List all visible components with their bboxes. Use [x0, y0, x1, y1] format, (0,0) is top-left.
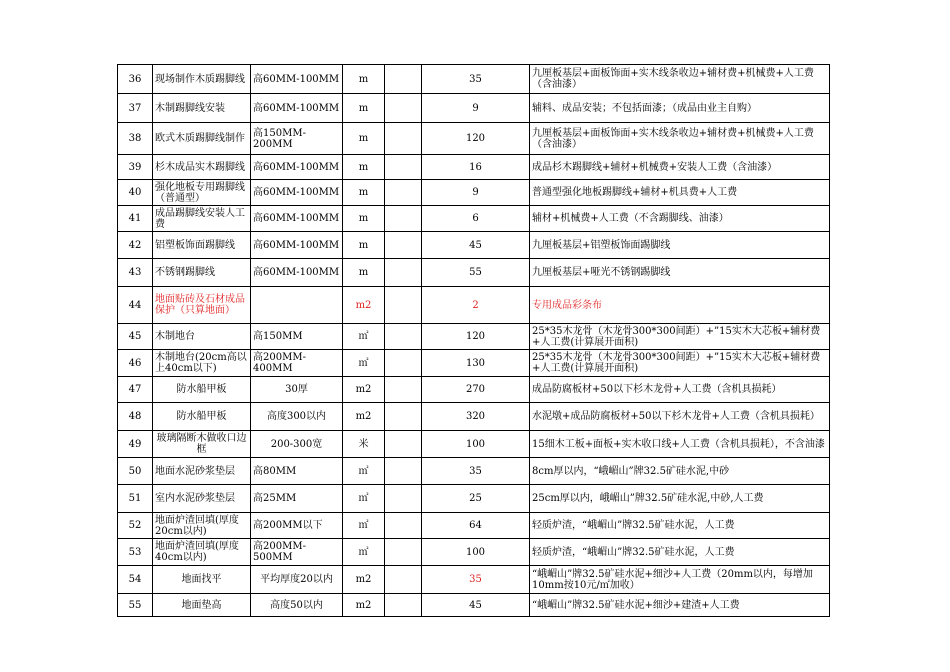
item-spec[interactable]: 高60MM-100MM [251, 155, 343, 180]
blank-cell[interactable] [385, 594, 422, 617]
item-price[interactable]: 6 [422, 206, 530, 232]
item-spec[interactable]: 高25MM [251, 485, 343, 513]
item-unit[interactable]: m [343, 65, 385, 94]
blank-cell[interactable] [385, 458, 422, 485]
item-name[interactable]: 杉木成品实木踢脚线 [153, 155, 251, 180]
item-price[interactable]: 2 [422, 287, 530, 324]
table-row [118, 287, 830, 324]
blank-cell[interactable] [385, 324, 422, 350]
item-note[interactable]: 25cm厚以内，峨嵋山”牌32.5矿硅水泥,中砂,人工费 [530, 485, 830, 513]
row-number[interactable]: 55 [118, 594, 153, 617]
item-unit[interactable]: m2 [343, 594, 385, 617]
row-number[interactable]: 40 [118, 180, 153, 206]
item-price[interactable]: 100 [422, 431, 530, 458]
item-unit[interactable]: m [343, 155, 385, 180]
table-row [118, 350, 830, 377]
item-unit[interactable]: m [343, 123, 385, 155]
item-unit[interactable]: m [343, 94, 385, 123]
item-spec[interactable]: 200-300宽 [251, 431, 343, 458]
item-price[interactable]: 120 [422, 123, 530, 155]
item-note[interactable]: “峨嵋山”牌32.5矿硅水泥+细沙+人工费（20mm以内，每增加10mm按10元/㎡加收） [530, 566, 830, 594]
item-price[interactable]: 9 [422, 94, 530, 123]
item-note[interactable]: 九厘板基层+哑光不锈钢踢脚线 [530, 259, 830, 287]
item-unit[interactable]: m [343, 180, 385, 206]
item-note[interactable]: 15细木工板+面板+实木收口线+人工费（含机具损耗），不含油漆 [530, 431, 830, 458]
item-price[interactable]: 25 [422, 485, 530, 513]
item-spec[interactable]: 高60MM-100MM [251, 94, 343, 123]
item-price[interactable]: 320 [422, 403, 530, 431]
row-number[interactable]: 45 [118, 324, 153, 350]
item-price[interactable]: 100 [422, 539, 530, 566]
item-name[interactable]: 地面水泥砂浆垫层 [153, 458, 251, 485]
table-row [118, 155, 830, 180]
item-note[interactable]: 水泥墩+成品防腐板材+50以下杉木龙骨+人工费（含机具损耗） [530, 403, 830, 431]
item-name[interactable]: 室内水泥砂浆垫层 [153, 485, 251, 513]
item-spec[interactable]: 高80MM [251, 458, 343, 485]
item-unit[interactable]: m2 [343, 566, 385, 594]
item-unit[interactable]: ㎡ [343, 485, 385, 513]
row-number[interactable]: 49 [118, 431, 153, 458]
item-name[interactable]: 防水船甲板 [153, 377, 251, 403]
blank-cell[interactable] [385, 513, 422, 539]
item-unit[interactable]: ㎡ [343, 350, 385, 377]
item-unit[interactable]: m2 [343, 377, 385, 403]
item-name[interactable]: 玻璃隔断木做收口边框 [153, 431, 251, 458]
item-unit[interactable]: ㎡ [343, 324, 385, 350]
row-number[interactable]: 39 [118, 155, 153, 180]
row-number[interactable]: 38 [118, 123, 153, 155]
item-price[interactable]: 64 [422, 513, 530, 539]
item-note[interactable]: “峨嵋山”牌32.5矿硅水泥+细沙+建渣+人工费 [530, 594, 830, 617]
blank-cell[interactable] [385, 485, 422, 513]
blank-cell[interactable] [385, 180, 422, 206]
blank-cell[interactable] [385, 259, 422, 287]
item-spec[interactable]: 高60MM-100MM [251, 232, 343, 259]
table-row [118, 431, 830, 458]
item-name[interactable]: 欧式木质踢脚线制作 [153, 123, 251, 155]
item-unit[interactable]: m2 [343, 287, 385, 324]
blank-cell[interactable] [385, 566, 422, 594]
item-spec[interactable]: 高60MM-100MM [251, 180, 343, 206]
item-note[interactable]: 九厘板基层+面板饰面+实木线条收边+辅材费+机械费+人工费（含油漆） [530, 65, 830, 94]
item-name[interactable]: 地面炉渣回填(厚度40cm以内) [153, 539, 251, 566]
row-number[interactable]: 54 [118, 566, 153, 594]
row-number[interactable]: 37 [118, 94, 153, 123]
item-spec[interactable]: 高150MM [251, 324, 343, 350]
blank-cell[interactable] [385, 65, 422, 94]
item-price[interactable]: 45 [422, 232, 530, 259]
item-name[interactable]: 防水船甲板 [153, 403, 251, 431]
item-unit[interactable]: m [343, 232, 385, 259]
item-price[interactable]: 35 [422, 458, 530, 485]
row-number[interactable]: 36 [118, 65, 153, 94]
item-unit[interactable]: m [343, 259, 385, 287]
item-price[interactable]: 270 [422, 377, 530, 403]
blank-cell[interactable] [385, 350, 422, 377]
item-price[interactable]: 35 [422, 65, 530, 94]
item-name[interactable]: 木制踢脚线安装 [153, 94, 251, 123]
table-row [118, 324, 830, 350]
blank-cell[interactable] [385, 206, 422, 232]
table-row [118, 259, 830, 287]
row-number[interactable]: 51 [118, 485, 153, 513]
item-note[interactable]: 25*35木龙骨（木龙骨300*300间距）+”15实木大芯板+辅材费+人工费(计算展开面积) [530, 350, 830, 377]
row-number[interactable]: 47 [118, 377, 153, 403]
item-price[interactable]: 55 [422, 259, 530, 287]
item-spec[interactable]: 30厚 [251, 377, 343, 403]
row-number[interactable]: 41 [118, 206, 153, 232]
table-row [118, 566, 830, 594]
item-name[interactable]: 强化地板专用踢脚线（普通型） [153, 180, 251, 206]
item-name[interactable]: 成品踢脚线安装人工费 [153, 206, 251, 232]
item-spec[interactable]: 高150MM-200MM [251, 123, 343, 155]
item-unit[interactable]: ㎡ [343, 513, 385, 539]
item-note[interactable]: 轻质炉渣，“峨嵋山”牌32.5矿硅水泥，人工费 [530, 539, 830, 566]
table-row [118, 513, 830, 539]
item-price[interactable]: 16 [422, 155, 530, 180]
item-name[interactable]: 地面找平 [153, 566, 251, 594]
blank-cell[interactable] [385, 94, 422, 123]
row-number[interactable]: 42 [118, 232, 153, 259]
item-name[interactable]: 木制地台 [153, 324, 251, 350]
item-spec[interactable]: 高200MM-400MM [251, 350, 343, 377]
item-note[interactable]: 专用成品彩条布 [530, 287, 830, 324]
item-note[interactable]: 25*35木龙骨（木龙骨300*300间距）+”15实木大芯板+辅材费+人工费(计算展开面积) [530, 324, 830, 350]
row-number[interactable]: 52 [118, 513, 153, 539]
item-spec[interactable]: 高60MM-100MM [251, 206, 343, 232]
item-spec[interactable]: 高60MM-100MM [251, 65, 343, 94]
table-row [118, 206, 830, 232]
item-note[interactable]: 辅料、成品安装；不包括面漆；（成品由业主自购） [530, 94, 830, 123]
item-note[interactable]: 普通型强化地板踢脚线+辅材+机具费+人工费 [530, 180, 830, 206]
table-row [118, 123, 830, 155]
row-number[interactable]: 44 [118, 287, 153, 324]
item-price[interactable]: 120 [422, 324, 530, 350]
row-number[interactable]: 43 [118, 259, 153, 287]
item-spec[interactable]: 高60MM-100MM [251, 259, 343, 287]
row-number[interactable]: 53 [118, 539, 153, 566]
item-unit[interactable]: 米 [343, 431, 385, 458]
item-note[interactable]: 九厘板基层+铝塑板饰面踢脚线 [530, 232, 830, 259]
item-name[interactable]: 地面贴砖及石材成品保护（只算地面） [153, 287, 251, 324]
row-number[interactable]: 46 [118, 350, 153, 377]
item-note[interactable]: 轻质炉渣，“峨嵋山”牌32.5矿硅水泥，人工费 [530, 513, 830, 539]
item-unit[interactable]: ㎡ [343, 539, 385, 566]
table-row [118, 65, 830, 94]
blank-cell[interactable] [385, 232, 422, 259]
price-table [117, 64, 830, 617]
item-unit[interactable]: ㎡ [343, 458, 385, 485]
item-note[interactable]: 成品防腐板材+50以下杉木龙骨+人工费（含机具损耗） [530, 377, 830, 403]
row-number[interactable]: 50 [118, 458, 153, 485]
item-price[interactable]: 9 [422, 180, 530, 206]
item-name[interactable]: 不锈钢踢脚线 [153, 259, 251, 287]
table-row [118, 377, 830, 403]
item-spec[interactable]: 高200MM-500MM [251, 539, 343, 566]
item-spec[interactable] [251, 287, 343, 324]
table-row [118, 94, 830, 123]
item-note[interactable]: 辅材+机械费+人工费（不含踢脚线、油漆） [530, 206, 830, 232]
table-row [118, 594, 830, 617]
table-row [118, 403, 830, 431]
blank-cell[interactable] [385, 377, 422, 403]
item-spec[interactable]: 平均厚度20以内 [251, 566, 343, 594]
table-row [118, 485, 830, 513]
item-price[interactable]: 35 [422, 566, 530, 594]
blank-cell[interactable] [385, 287, 422, 324]
item-price[interactable]: 45 [422, 594, 530, 617]
item-name[interactable]: 地面炉渣回填(厚度20cm以内) [153, 513, 251, 539]
item-name[interactable]: 铝塑板饰面踢脚线 [153, 232, 251, 259]
item-note[interactable]: 成品杉木踢脚线+辅材+机械费+安装人工费（含油漆） [530, 155, 830, 180]
item-name[interactable]: 地面垫高 [153, 594, 251, 617]
table-row [118, 539, 830, 566]
blank-cell[interactable] [385, 539, 422, 566]
blank-cell[interactable] [385, 155, 422, 180]
item-note[interactable]: 九厘板基层+面板饰面+实木线条收边+辅材费+机械费+人工费（含油漆） [530, 123, 830, 155]
item-note[interactable]: 8cm厚以内，“峨嵋山”牌32.5矿硅水泥,中砂 [530, 458, 830, 485]
item-spec[interactable]: 高200MM以下 [251, 513, 343, 539]
item-name[interactable]: 现场制作木质踢脚线 [153, 65, 251, 94]
item-unit[interactable]: m2 [343, 403, 385, 431]
table-row [118, 458, 830, 485]
table-row [118, 180, 830, 206]
item-spec[interactable]: 高度300以内 [251, 403, 343, 431]
item-spec[interactable]: 高度50以内 [251, 594, 343, 617]
item-unit[interactable]: m [343, 206, 385, 232]
blank-cell[interactable] [385, 403, 422, 431]
blank-cell[interactable] [385, 431, 422, 458]
blank-cell[interactable] [385, 123, 422, 155]
item-name[interactable]: 木制地台(20cm高以上40cm以下) [153, 350, 251, 377]
table-row [118, 232, 830, 259]
item-price[interactable]: 130 [422, 350, 530, 377]
row-number[interactable]: 48 [118, 403, 153, 431]
